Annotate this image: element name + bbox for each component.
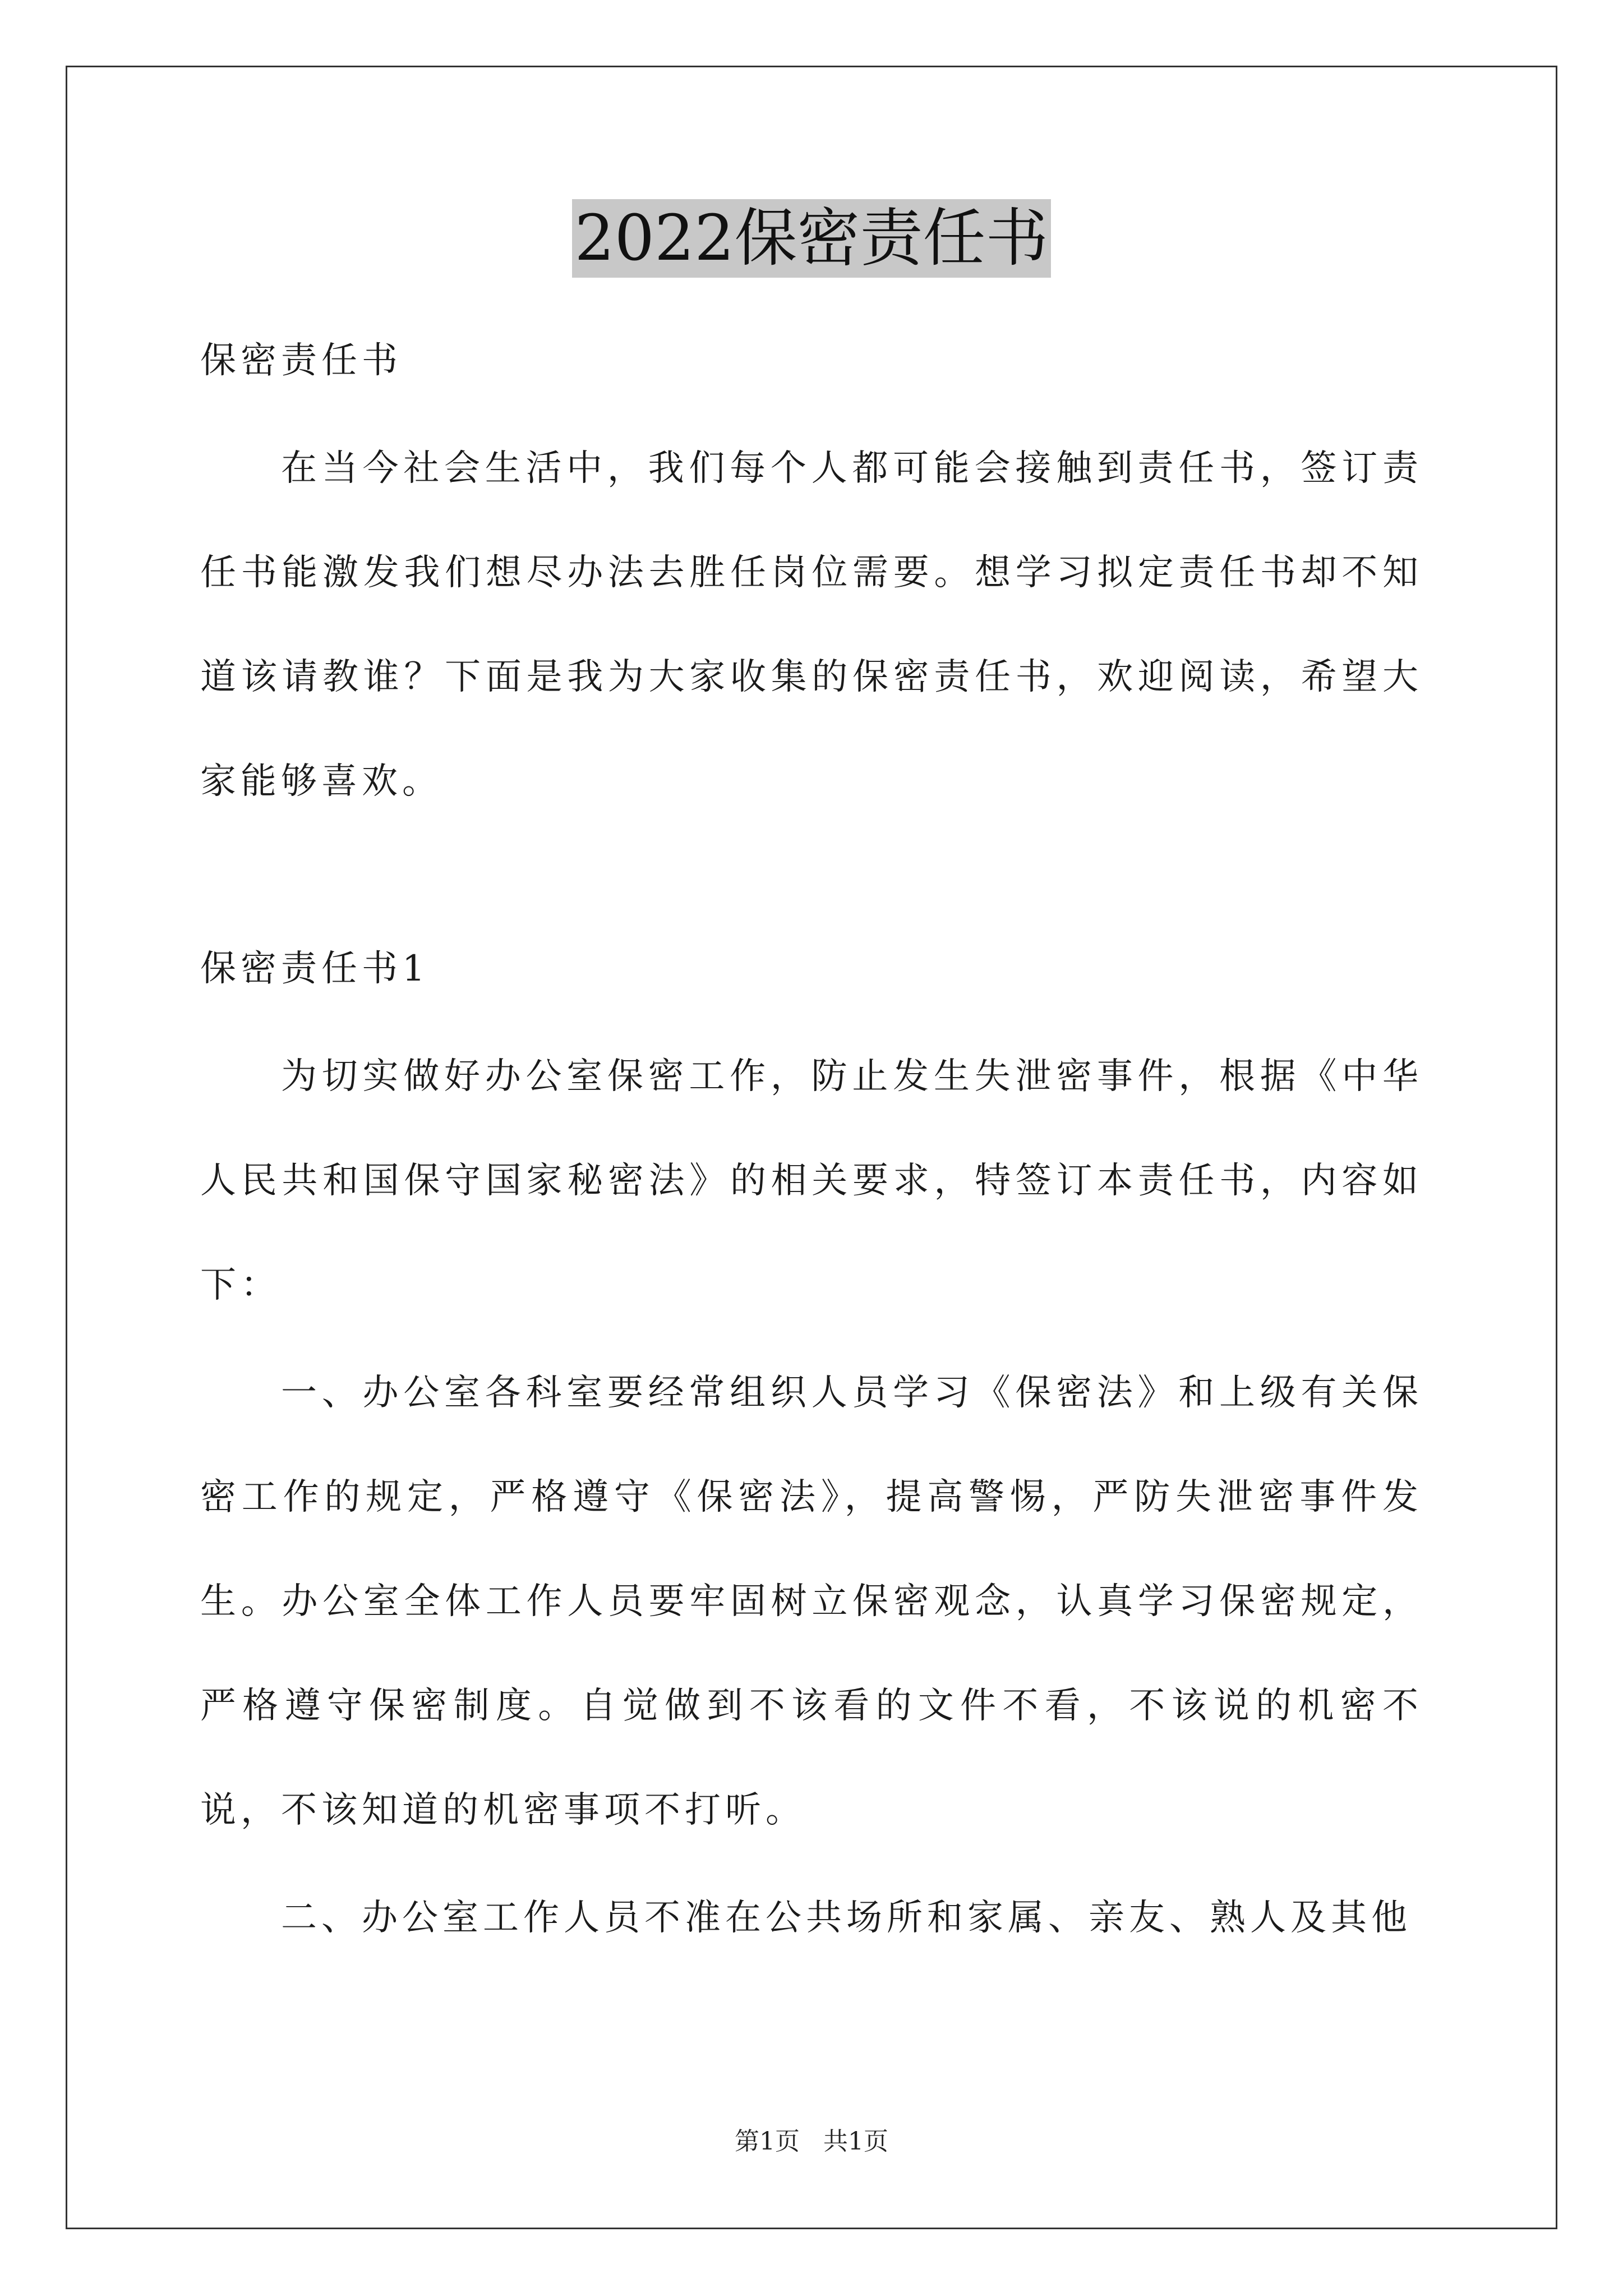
title-container [0,199,1623,278]
page-number-label: 第1页 共1页 [735,2127,888,2156]
document-subtitle: 保密责任书 [200,340,402,381]
section1-paragraph-1: 为切实做好办公室保密工作，防止发生失泄密事件，根据《中华人民共和国保守国家秘密法》的相关要求，特签订本责任书，内容如下： [200,1056,1423,1306]
document-title: 2022保密责任书 [572,199,1050,278]
section1-paragraph-2: 一、办公室各科室要经常组织人员学习《保密法》和上级有关保密工作的规定，严格遵守《保密法》，提高警惕，严防失泄密事件发生。办公室全体工作人员要牢固树立保密观念，认真学习保密规定，严格遵守保密制度。自觉做到不该看的文件不看，不该说的机密不说，不该知道的机密事项不打听。 [200,1372,1423,1831]
page-footer [0,2126,1623,2157]
section-heading-1: 保密责任书1 [200,948,430,990]
intro-paragraph: 在当今社会生活中，我们每个人都可能会接触到责任书，签订责任书能激发我们想尽办法去胜任岗位需要。想学习拟定责任书却不知道该请教谁？下面是我为大家收集的保密责任书，欢迎阅读，希望大家能够喜欢。 [200,448,1423,802]
section1-paragraph-3: 二、办公室工作人员不准在公共场所和家属、亲友、熟人及其他 [281,1897,1412,1939]
document-body [200,309,1423,1970]
